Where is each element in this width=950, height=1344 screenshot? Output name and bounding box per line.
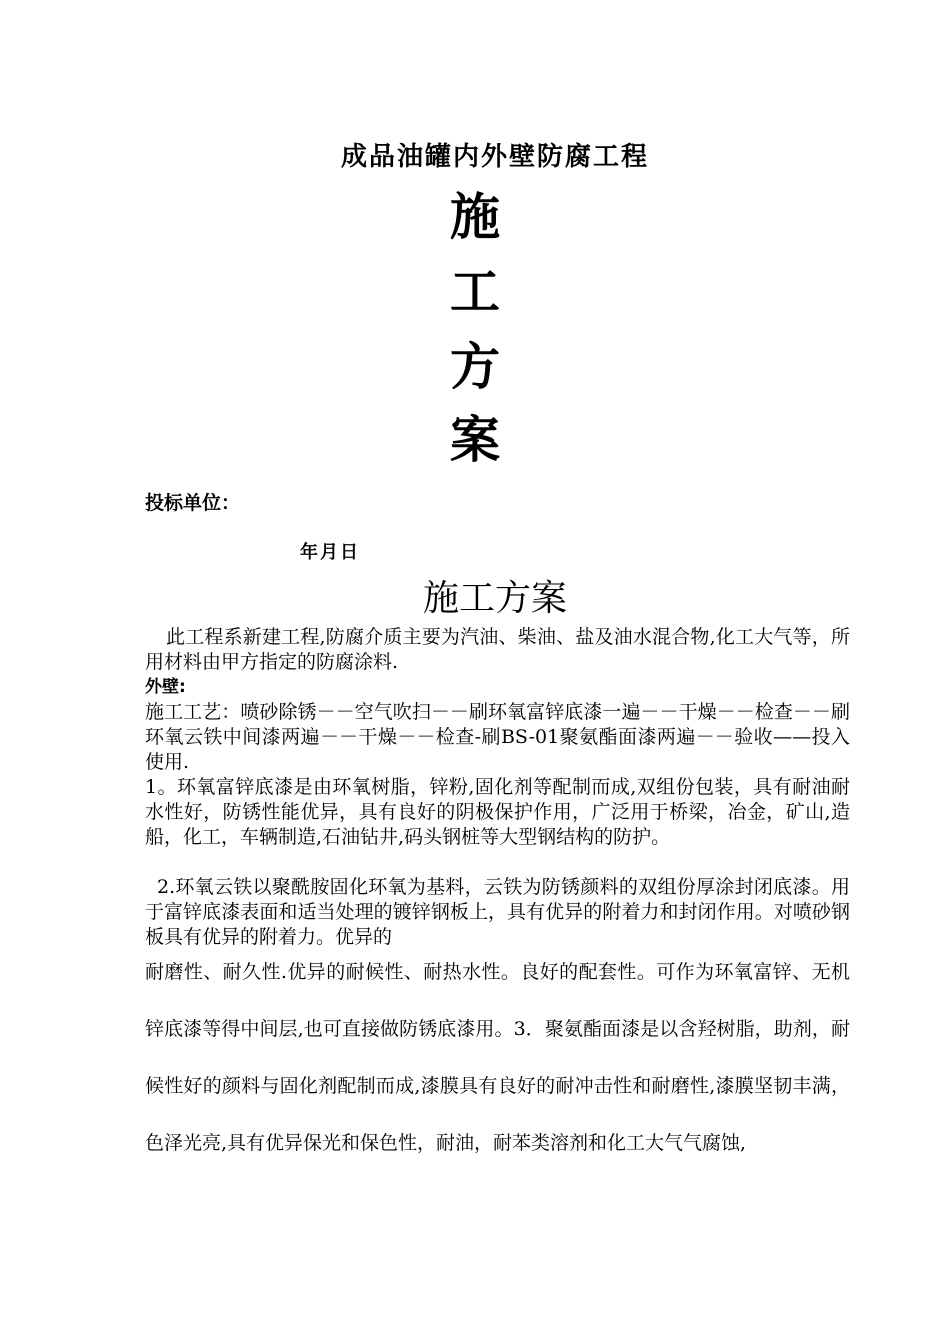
item-2-paragraph: 2.环氧云铁以聚酰胺固化环氧为基料，云铁为防锈颜料的双组份厚涂封闭底漆。用于富锌底漆表面和适当处理的镀锌钢板上，具有优异的附着力和封闭作用。对喷砂钢板具有优异的附着力。优异的 (145, 876, 850, 948)
process-paragraph: 施工工艺：喷砂除锈－－空气吹扫－－刷环氧富锌底漆一遍－－干燥－－检查－－刷环氧云铁中间漆两遍－－干燥－－检查-刷BS-01聚氨酯面漆两遍－－验收——投入使用. (145, 701, 850, 773)
cover-char-shi: 施 (450, 188, 500, 246)
bidder-label: 投标单位： (145, 492, 241, 514)
cover-title: 成品油罐内外壁防腐工程 (340, 142, 649, 172)
item-2-continuation-paragraph: 耐磨性、耐久性.优异的耐候性、耐热水性。良好的配套性。可作为环氧富锌、无机锌底漆等得中间层,也可直接做防锈底漆用。3．聚氨酯面漆是以含羟树脂，助剂，耐候性好的颜料与固化剂配制而成,漆膜具有良好的耐冲击性和耐磨性,漆膜坚韧丰满，色泽光亮,具有优异保光和保色性，耐油，耐苯类溶剂和化工大气气腐蚀, (145, 961, 850, 1154)
cover-char-gong: 工 (450, 263, 500, 321)
date-label: 年月日 (300, 542, 360, 563)
cover-char-fang: 方 (450, 338, 500, 396)
cover-char-an: 案 (450, 411, 500, 469)
section-title: 施工方案 (422, 578, 567, 619)
exterior-heading: 外壁: (145, 677, 186, 697)
intro-paragraph: 此工程系新建工程,防腐介质主要为汽油、柴油、盐及油水混合物,化工大气等，所用材料由甲方指定的防腐涂料. (145, 626, 850, 673)
item-1-paragraph: 1。环氧富锌底漆是由环氧树脂，锌粉,固化剂等配制而成,双组份包装，具有耐油耐水性好，防锈性能优异，具有良好的阴极保护作用，广泛用于桥梁，冶金，矿山,造船，化工，车辆制造,石油钻井,码头钢桩等大型钢结构的防护。 (145, 776, 850, 848)
